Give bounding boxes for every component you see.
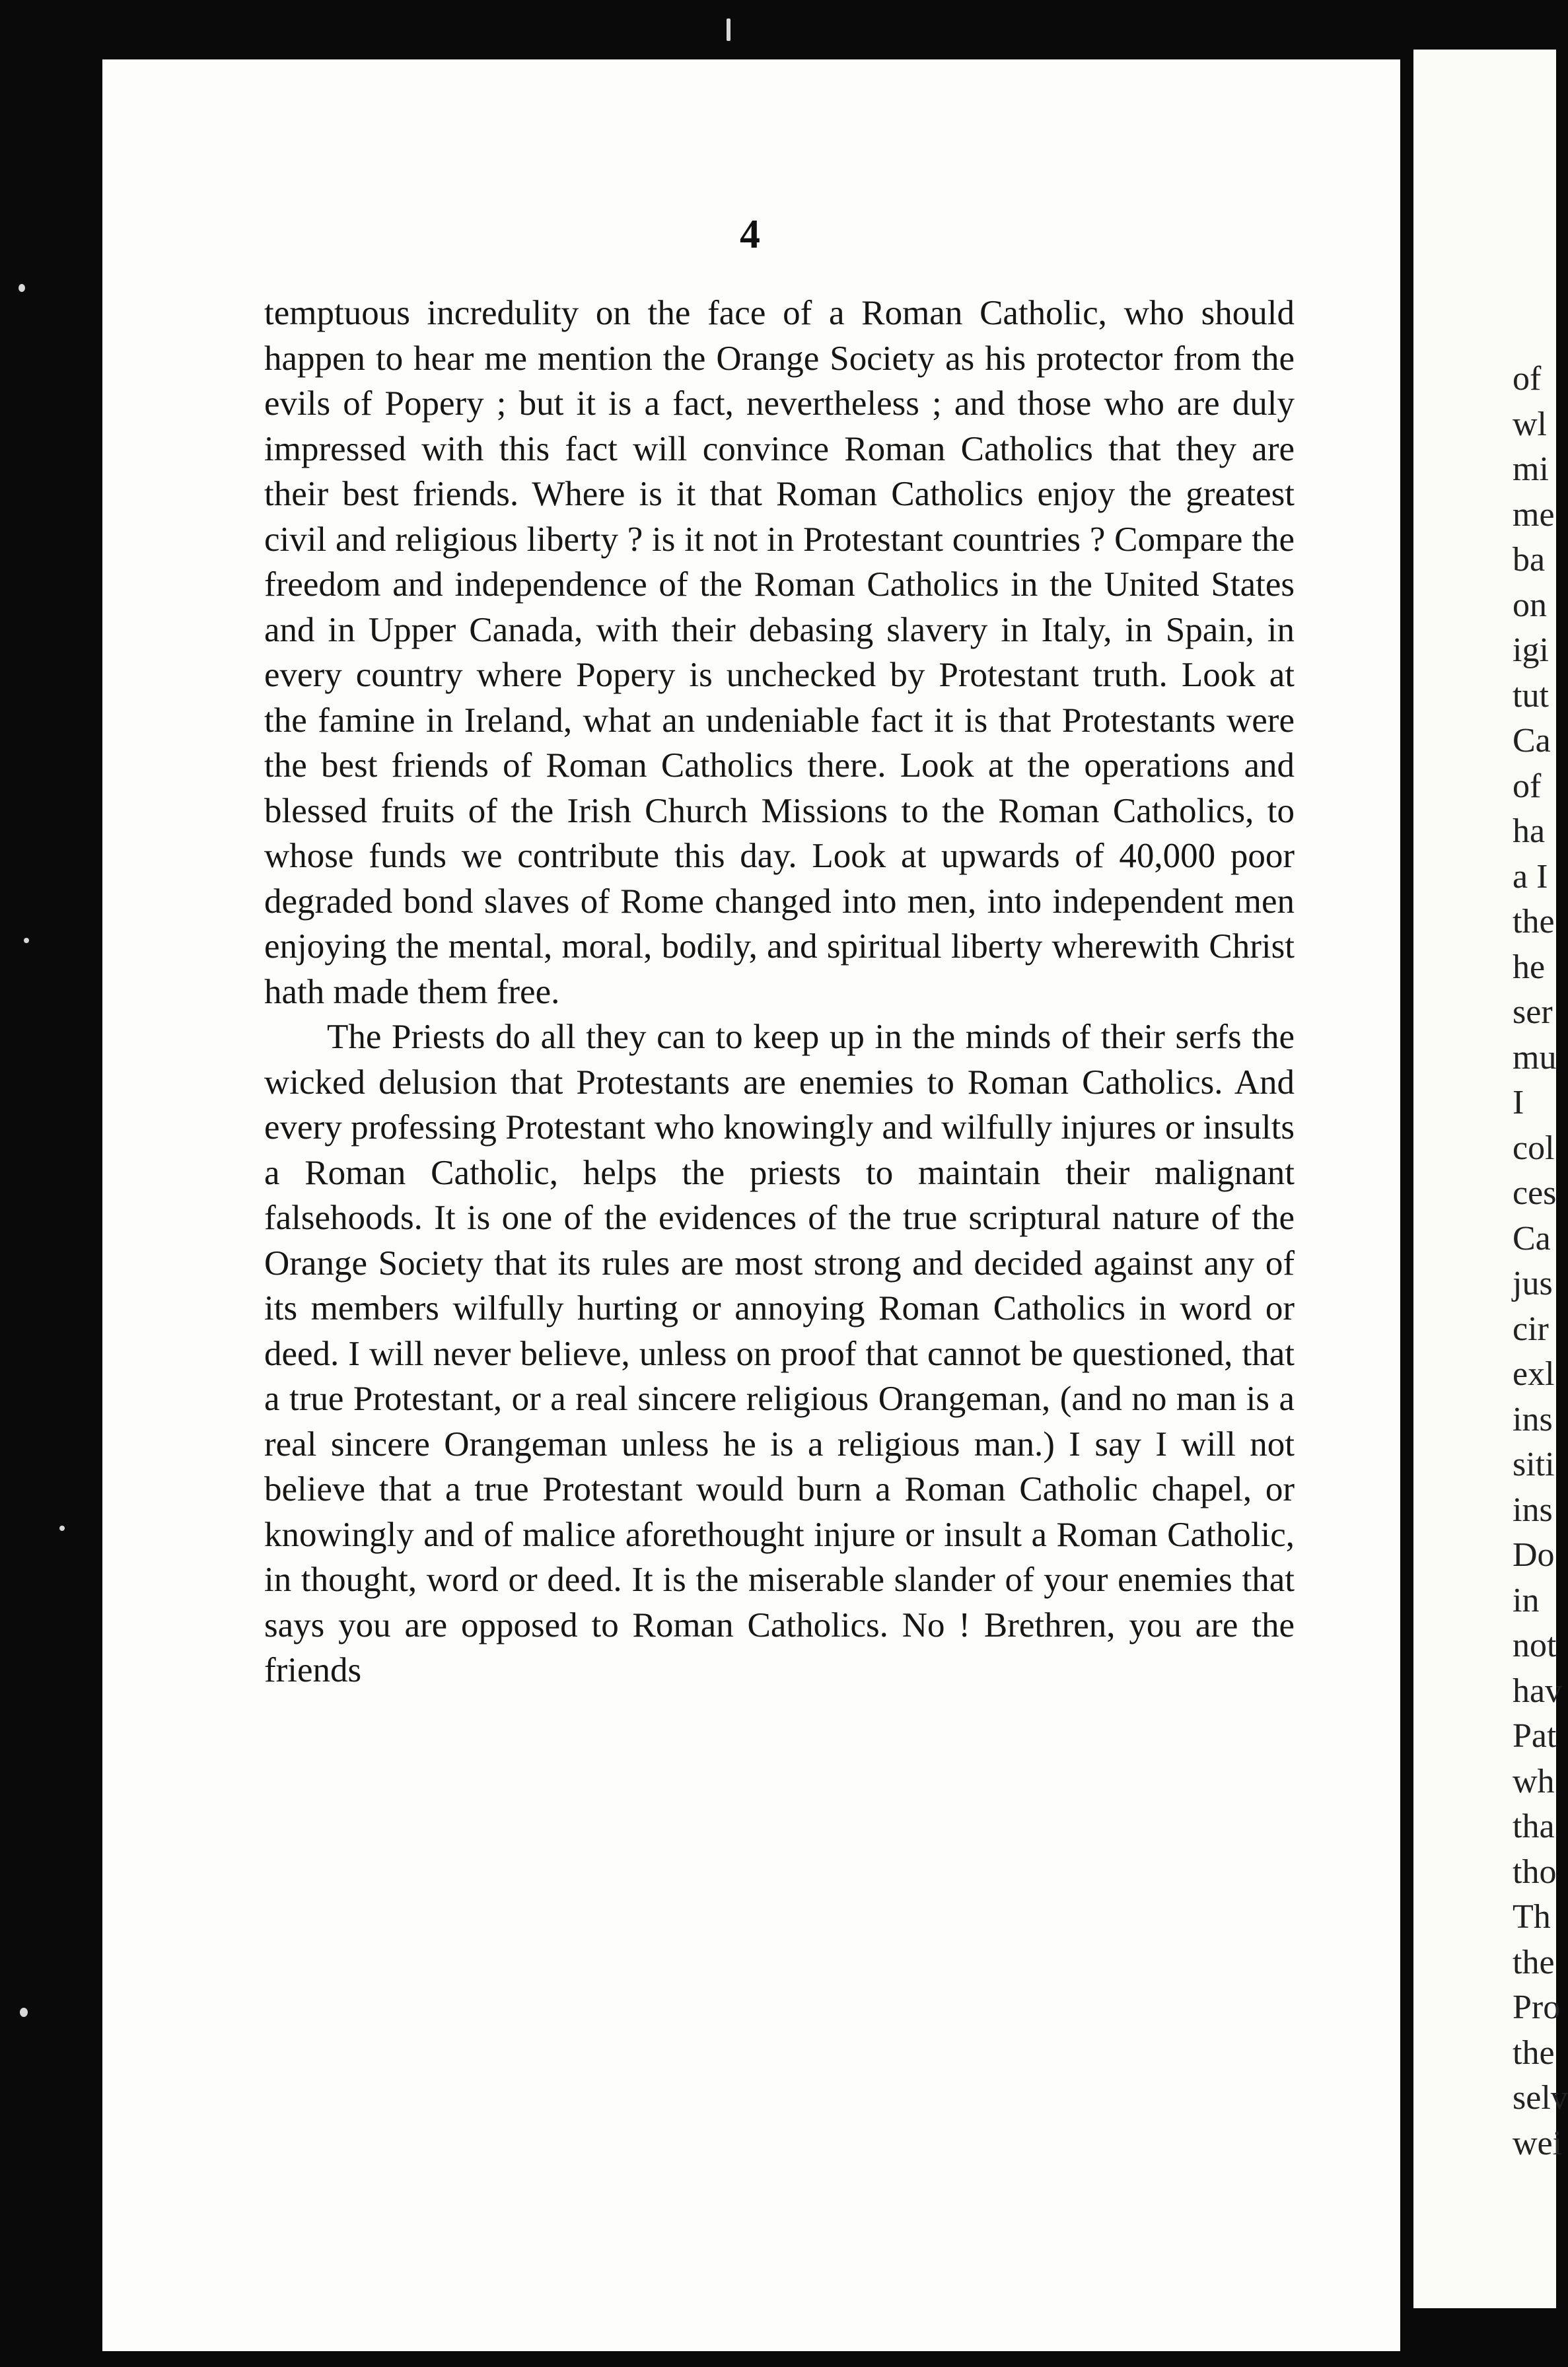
adjacent-line: selv: [1513, 2079, 1568, 2117]
adjacent-line: jus: [1513, 1265, 1553, 1302]
adjacent-line: cir: [1513, 1310, 1549, 1348]
adjacent-line: he: [1513, 948, 1546, 986]
adjacent-line: col: [1513, 1129, 1555, 1167]
adjacent-line: in: [1513, 1581, 1540, 1619]
adjacent-line: Ca: [1513, 1219, 1551, 1257]
adjacent-line: ins: [1513, 1400, 1553, 1438]
adjacent-line: Th: [1513, 1898, 1551, 1936]
adjacent-line: wei: [1513, 2124, 1563, 2162]
adjacent-line: tho: [1513, 1853, 1557, 1891]
adjacent-line: me: [1513, 495, 1555, 534]
body-text: [264, 291, 1295, 1693]
adjacent-line: ba: [1513, 541, 1546, 579]
adjacent-page-text: [1513, 357, 1568, 2166]
adjacent-line: siti: [1513, 1446, 1555, 1483]
scan-speck: [727, 18, 731, 41]
adjacent-line: tut: [1513, 676, 1549, 715]
adjacent-line: ces: [1513, 1174, 1557, 1212]
adjacent-line: Do: [1513, 1536, 1555, 1574]
adjacent-line: wh: [1513, 1762, 1555, 1800]
scan-speck: [24, 938, 29, 943]
scan-speck: [18, 284, 25, 292]
adjacent-line: on: [1513, 586, 1547, 624]
adjacent-line: Pat: [1513, 1717, 1557, 1755]
adjacent-line: ha: [1513, 812, 1546, 850]
adjacent-line: mi: [1513, 450, 1549, 488]
adjacent-line: Ca: [1513, 722, 1551, 760]
scan-speck: [59, 1526, 65, 1531]
adjacent-line: ins: [1513, 1491, 1553, 1529]
adjacent-line: the: [1513, 903, 1555, 940]
adjacent-line: Pro: [1513, 1989, 1561, 2026]
adjacent-line: ser: [1513, 993, 1553, 1031]
scan-speck: [20, 2008, 28, 2017]
adjacent-line: mu: [1513, 1038, 1557, 1077]
adjacent-line: I: [1513, 1084, 1524, 1121]
adjacent-line: hav: [1513, 1672, 1563, 1710]
adjacent-line: the: [1513, 2033, 1555, 2072]
adjacent-line: tha: [1513, 1808, 1555, 1845]
adjacent-line: wl: [1513, 405, 1547, 443]
page-number: 4: [740, 212, 760, 257]
adjacent-line: not: [1513, 1627, 1557, 1664]
adjacent-line: of: [1513, 767, 1542, 805]
paragraph-2: The Priests do all they can to keep up in the minds of their serfs the wicked delusion that Protestants are enemies to Roman Catholics. And every professing Protestant who knowingly and wilfully injures or insults a Roman Catholic, helps the priests to maintain their malignant falsehoods. It is one of the evidences of the true scriptural nature of the Orange Society that its rules are most strong and decided against any of its members wilfully hurting or annoying Roman Catholics in word or deed. I will never believe, unless on proof that cannot be questioned, that a true Protestant, or a real sincere religious Orangeman, (and no man is a real sincere Orangeman unless he is a religious man.) I say I will not believe that a true Protestant would burn a Roman Catholic chapel, or knowingly and of malice aforethought injure or insult a Roman Catholic, in thought, word or deed. It is the miserable slander of your enemies that says you are opposed to Roman Catholics. No ! Brethren, you are the friends: [264, 1018, 1295, 1689]
adjacent-line: of: [1513, 360, 1542, 398]
paragraph-1: temptuous incredulity on the face of a Roman Catholic, who should happen to hear me mention the Orange Society as his protector from the evils of Popery ; but it is a fact, nevertheless ; and those who are duly impressed with this fact will convince Roman Catholics that they are their best friends. Where is it that Roman Catholics enjoy the greatest civil and religious liberty ? is it not in Protestant countries ? Compare the freedom and independence of the Roman Catholics in the United States and in Upper Canada, with their debasing slavery in Italy, in Spain, in every country where Popery is unchecked by Protestant truth. Look at the famine in Ireland, what an undeniable fact it is that Protestants were the best friends of Roman Catholics there. Look at the operations and blessed fruits of the Irish Church Missions to the Roman Catholics, to whose funds we contribute this day. Look at upwards of 40,000 poor degraded bond slaves of Rome changed into men, into independent men enjoying the mental, moral, bodily, and spiritual liberty wherewith Christ hath made them free.: [264, 294, 1295, 1011]
adjacent-line: the: [1513, 1943, 1555, 1981]
adjacent-line: exl: [1513, 1355, 1555, 1393]
adjacent-line: igi: [1513, 631, 1549, 669]
adjacent-line: a I: [1513, 857, 1548, 896]
